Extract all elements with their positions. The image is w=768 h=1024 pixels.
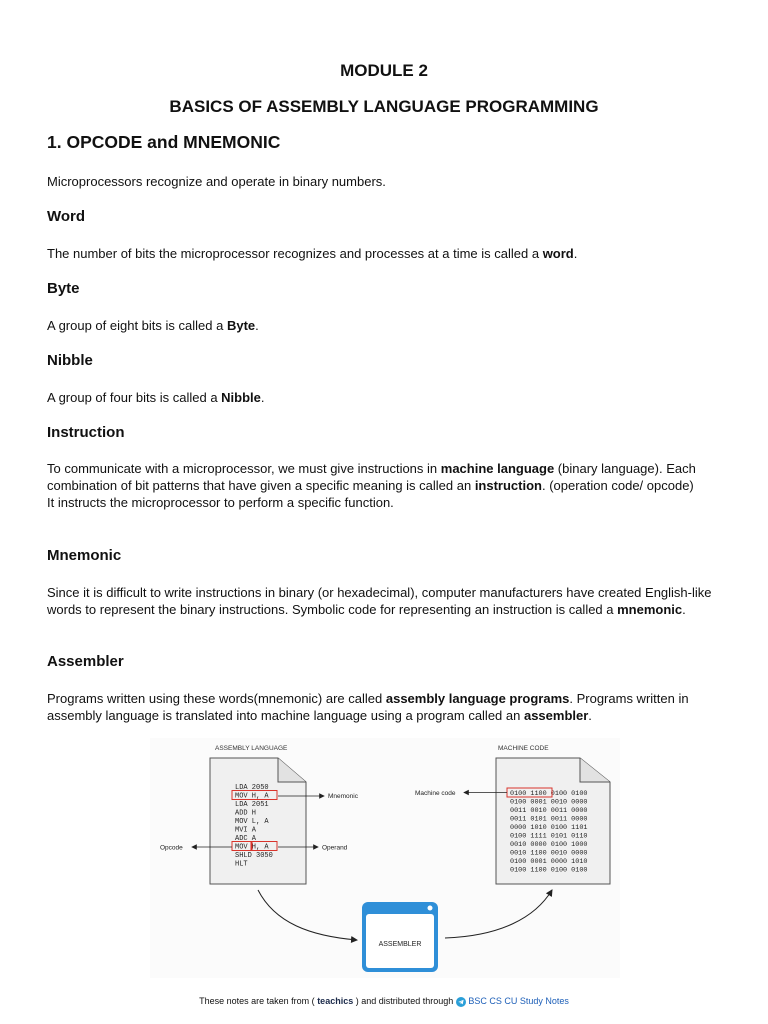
machine-code-label: Machine code	[415, 790, 456, 797]
asm-line: ADD H	[235, 809, 257, 818]
footer-post: ) and distributed through	[353, 996, 456, 1006]
word-heading: Word	[47, 208, 86, 225]
code-line: 0100 1100 0100 0100	[510, 866, 588, 875]
byte-heading: Byte	[47, 280, 80, 297]
operand-label: Operand	[322, 844, 348, 852]
word-paragraph: The number of bits the microprocessor recognizes and processes at a time is called a word.	[47, 246, 578, 261]
code-line: 0010 0000 0100 1000	[510, 841, 588, 849]
module-title: MODULE 2	[340, 61, 428, 80]
asm-line: ADC A	[235, 835, 257, 843]
telegram-icon	[456, 997, 466, 1007]
code-line: 0011 0101 0011 0000	[510, 815, 588, 824]
asm-line: LDA 2051	[235, 801, 269, 809]
teachics-logo: teachics	[317, 996, 354, 1006]
instruction-heading: Instruction	[47, 424, 125, 441]
code-line: 0010 1100 0010 0000	[510, 849, 588, 858]
asm-line: HLT	[235, 860, 248, 869]
asm-line: MOV H, A	[235, 843, 269, 852]
study-notes-link[interactable]: BSC CS CU Study Notes	[468, 996, 569, 1006]
code-line: 0000 1010 0100 1101	[510, 824, 588, 832]
assembly-language-title: ASSEMBLY LANGUAGE	[215, 745, 288, 752]
nibble-paragraph: A group of four bits is called a Nibble.	[47, 390, 265, 405]
mnemonic-heading: Mnemonic	[47, 547, 122, 564]
machine-code-title: MACHINE CODE	[498, 745, 549, 752]
assembler-diagram	[150, 738, 620, 978]
intro-paragraph: Microprocessors recognize and operate in binary numbers.	[47, 174, 386, 189]
byte-paragraph: A group of eight bits is called a Byte.	[47, 318, 259, 333]
asm-line: MOV H, A	[235, 792, 269, 801]
code-line: 0100 1100 0100 0100	[510, 790, 588, 798]
nibble-heading: Nibble	[47, 352, 93, 369]
window-dot-icon	[428, 906, 433, 911]
page-subtitle: BASICS OF ASSEMBLY LANGUAGE PROGRAMMING	[169, 97, 599, 116]
mnemonic-label: Mnemonic	[328, 793, 358, 800]
opcode-label: Opcode	[160, 844, 183, 852]
code-line: 0100 0001 0010 0000	[510, 798, 588, 807]
assembler-window-icon	[362, 902, 438, 972]
mnemonic-paragraph: Since it is difficult to write instructions in binary (or hexadecimal), computer manufacturers have created English-like words to represent the binary instructions. Symbolic code for representing an instruction is called a mnemonic.	[47, 585, 712, 617]
assembler-heading: Assembler	[47, 653, 124, 670]
footer-note	[0, 996, 768, 1007]
code-line: 0100 1111 0101 0110	[510, 832, 588, 841]
assembler-paragraph: Programs written using these words(mnemonic) are called assembly language programs. Programs written in assembly language is translated into machine language using a program called an assembler.	[47, 691, 689, 723]
asm-line: SHLD 3050	[235, 852, 273, 860]
instruction-paragraph: To communicate with a microprocessor, we must give instructions in machine language (binary language). Each combination of bit patterns that have given a specific meaning is called an instruction. (operation code/ opcode) It instructs the microprocessor to perform a specific function.	[47, 461, 696, 510]
assembler-label: ASSEMBLER	[378, 941, 422, 948]
machine-code-lines	[510, 790, 588, 875]
footer-pre: These notes are taken from (	[199, 996, 318, 1006]
code-line: 0011 0010 0011 0000	[510, 807, 588, 815]
asm-line: MVI A	[235, 826, 257, 835]
asm-line: LDA 2050	[235, 784, 269, 792]
asm-line: MOV L, A	[235, 818, 269, 826]
code-line: 0100 0001 0000 1010	[510, 858, 588, 866]
section-heading: 1. OPCODE and MNEMONIC	[47, 132, 281, 152]
